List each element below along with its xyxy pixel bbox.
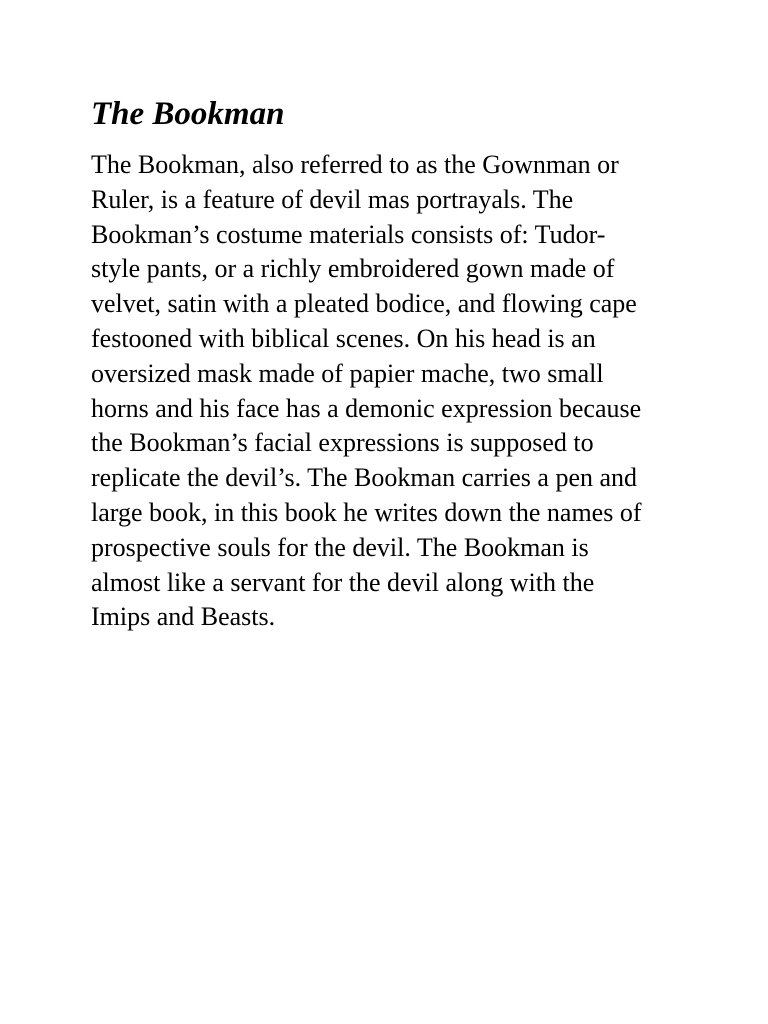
paragraph-line: The Bookman, also referred to as the Gownman or — [91, 150, 619, 179]
paragraph-line: oversized mask made of papier mache, two small — [91, 358, 604, 388]
paragraph-line: Bookman’s costume materials consists of: Tudor- — [91, 219, 606, 249]
document-title: The Bookman — [91, 96, 285, 132]
paragraph-line: the Bookman’s facial expressions is supposed to — [91, 428, 594, 458]
paragraph-line: Ruler, is a feature of devil mas portrayals. The — [91, 184, 574, 214]
paragraph-line: horns and his face has a demonic expression because — [91, 393, 642, 423]
paragraph-line: style pants, or a richly embroidered gown made of — [91, 254, 615, 284]
paragraph-line: prospective souls for the devil. The Bookman is — [91, 532, 589, 562]
paragraph-line: velvet, satin with a pleated bodice, and flowing cape — [91, 289, 637, 319]
body-paragraph — [91, 148, 731, 635]
paragraph-line: almost like a servant for the devil along with the — [91, 567, 595, 597]
paragraph-line: festooned with biblical scenes. On his head is an — [91, 323, 596, 353]
paragraph-line: large book, in this book he writes down the names of — [91, 497, 642, 527]
paragraph-line: Imips and Beasts. — [91, 602, 276, 632]
paragraph-line: replicate the devil’s. The Bookman carries a pen and — [91, 463, 638, 493]
